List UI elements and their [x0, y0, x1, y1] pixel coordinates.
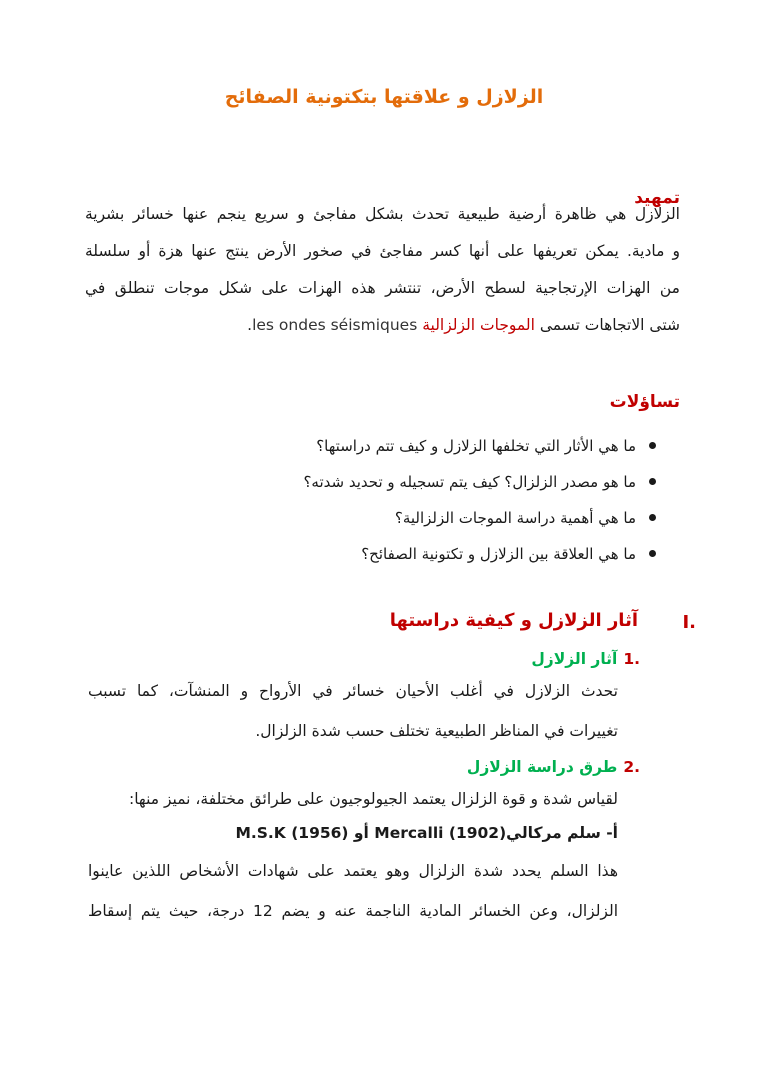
intro-line-4-end: .	[247, 316, 253, 334]
sub2-line-2: الزلزال، وعن الخسائر المادية الناجمة عنه و يضم 12 درجة، حيث يتم إسقاط	[88, 902, 619, 920]
section-number: I.	[682, 612, 696, 633]
intro-paragraph	[85, 196, 680, 344]
subsection-2-title: طرق دراسة الزلازل	[466, 758, 618, 776]
bullet-icon	[649, 478, 656, 485]
page-title	[0, 86, 768, 108]
intro-heading: تمهيد	[634, 188, 680, 208]
list-item: ما هي أهمية دراسة الموجات الزلزالية؟	[303, 500, 656, 536]
bullet-icon	[649, 442, 656, 449]
intro-term-arabic: الموجات الزلزالية	[422, 316, 535, 334]
subsection-1-number: 1.	[623, 650, 640, 668]
bullet-icon	[649, 550, 656, 557]
mercalli-scale-title: أ- سلم مركالي(1902) Mercalli أو M.S.K (1956)	[235, 824, 618, 842]
sub1-line-1: تحدث الزلازل في أغلب الأحيان خسائر في الأرواح و المنشآت، كما تسبب	[88, 682, 618, 700]
subsection-1-heading	[531, 650, 640, 668]
page-title-text: الزلازل و علاقتها بتكتونية الصفائح	[224, 86, 544, 108]
list-item: ما هي العلاقة بين الزلازل و تكتونية الصفائح؟	[303, 536, 656, 572]
questions-heading: تساؤلات	[609, 392, 680, 412]
section-title: آثار الزلازل و كيفية دراستها	[389, 610, 638, 631]
list-item: ما هو مصدر الزلزال؟ كيف يتم تسجيله و تحديد شدته؟	[303, 464, 656, 500]
subsection-2-number: 2.	[623, 758, 640, 776]
subsection-1-title: آثار الزلازل	[531, 650, 618, 668]
sub2-intro-line: لقياس شدة و قوة الزلزال يعتمد الجيولوجيون على طرائق مختلفة، نميز منها:	[128, 790, 618, 808]
list-item: ما هي الأثار التي تخلفها الزلازل و كيف تتم دراستها؟	[303, 428, 656, 464]
intro-line-4	[85, 307, 680, 344]
intro-term-french: les ondes séismiques	[252, 316, 418, 334]
questions-list	[303, 428, 656, 572]
intro-line-2: و مادية. يمكن تعريفها على أنها كسر مفاجئ في صخور الأرض ينتج عنها هزة أو سلسلة	[85, 242, 680, 260]
intro-line-3: من الهزات الإرتجاجية لسطح الأرض، تنتشر هذه الهزات على شكل موجات تنطلق في	[85, 279, 680, 297]
subsection-2-heading	[467, 758, 640, 776]
sub2-line-1: هذا السلم يحدد شدة الزلزال وهو يعتمد على شهادات الأشخاص اللذين عاينوا	[88, 862, 618, 880]
bullet-icon	[649, 514, 656, 521]
sub1-line-2: تغييرات في المناظر الطبيعية تختلف حسب شدة الزلزال.	[255, 722, 618, 740]
intro-line-4-start: شتى الاتجاهات تسمى	[539, 316, 680, 334]
intro-line-1: الزلازل هي ظاهرة أرضية طبيعية تحدث بشكل مفاجئ و سريع ينجم عنها خسائر بشرية	[85, 205, 680, 223]
